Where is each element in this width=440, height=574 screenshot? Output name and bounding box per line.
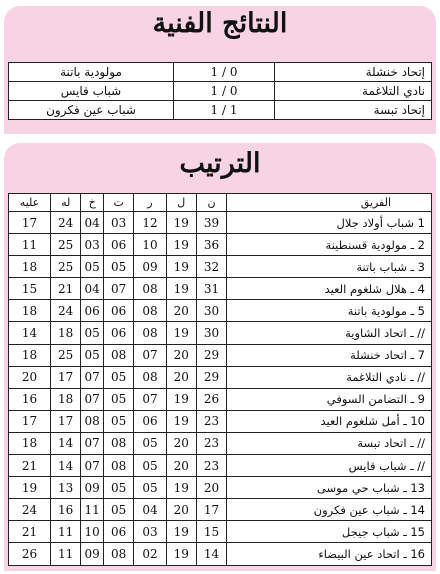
row-wins: 08 — [134, 322, 166, 344]
result-score: 1 / 0 — [174, 63, 275, 82]
row-draws: 05 — [104, 388, 134, 410]
row-played: 19 — [166, 477, 196, 499]
row-draws: 06 — [104, 322, 134, 344]
row-points: 26 — [196, 388, 226, 410]
row-wins: 10 — [134, 234, 166, 256]
row-goals-against: 11 — [9, 234, 51, 256]
row-goals-for: 17 — [51, 366, 81, 388]
table-row — [9, 234, 432, 256]
row-wins: 06 — [134, 410, 166, 432]
row-team-name: 2 ـ مولودية قسنطينة — [227, 234, 432, 256]
row-goals-for: 25 — [51, 256, 81, 278]
header-points: ن — [196, 194, 226, 212]
row-draws: 03 — [104, 212, 134, 234]
row-points: 20 — [196, 477, 226, 499]
row-goals-against: 20 — [9, 366, 51, 388]
row-points: 30 — [196, 322, 226, 344]
result-away-team: مولودية باتنة — [9, 63, 174, 82]
row-losses: 05 — [81, 256, 104, 278]
results-table — [8, 62, 432, 120]
header-losses: خ — [81, 194, 104, 212]
row-goals-for: 25 — [51, 234, 81, 256]
row-goals-for: 25 — [51, 344, 81, 366]
row-points: 32 — [196, 256, 226, 278]
row-played: 19 — [166, 410, 196, 432]
row-goals-against: 24 — [9, 499, 51, 521]
row-wins: 07 — [134, 344, 166, 366]
row-goals-against: 15 — [9, 278, 51, 300]
table-row — [9, 543, 432, 565]
row-draws: 05 — [104, 366, 134, 388]
header-goals-against: عليه — [9, 194, 51, 212]
row-team-name: 7 ـ اتحاد خنشلة — [227, 344, 432, 366]
row-goals-for: 11 — [51, 521, 81, 543]
row-goals-against: 18 — [9, 344, 51, 366]
row-wins: 02 — [134, 543, 166, 565]
row-goals-against: 18 — [9, 300, 51, 322]
row-played: 19 — [166, 212, 196, 234]
row-points: 23 — [196, 432, 226, 454]
row-team-name: // ـ اتحاد تبسة — [227, 432, 432, 454]
row-goals-against: 17 — [9, 212, 51, 234]
row-goals-for: 24 — [51, 212, 81, 234]
row-played: 19 — [166, 543, 196, 565]
row-goals-for: 16 — [51, 499, 81, 521]
header-wins: ر — [134, 194, 166, 212]
table-row — [9, 477, 432, 499]
standings-table — [8, 193, 432, 566]
row-team-name: 13 ـ شباب حي موسى — [227, 477, 432, 499]
table-row — [9, 432, 432, 454]
row-points: 29 — [196, 344, 226, 366]
table-row — [9, 212, 432, 234]
row-losses: 11 — [81, 499, 104, 521]
row-wins: 09 — [134, 256, 166, 278]
row-losses: 10 — [81, 521, 104, 543]
row-draws: 08 — [104, 432, 134, 454]
row-points: 36 — [196, 234, 226, 256]
row-points: 15 — [196, 521, 226, 543]
row-goals-for: 13 — [51, 477, 81, 499]
row-team-name: // ـ شباب قايس — [227, 455, 432, 477]
row-team-name: 14 ـ شباب عين فكرون — [227, 499, 432, 521]
row-wins: 03 — [134, 521, 166, 543]
table-row — [9, 521, 432, 543]
row-team-name: 3 ـ شباب باتنة — [227, 256, 432, 278]
header-played: ل — [166, 194, 196, 212]
header-team: الفريق — [227, 194, 432, 212]
row-goals-against: 26 — [9, 543, 51, 565]
row-goals-against: 19 — [9, 477, 51, 499]
row-draws: 06 — [104, 234, 134, 256]
row-played: 19 — [166, 256, 196, 278]
row-goals-against: 14 — [9, 322, 51, 344]
row-wins: 04 — [134, 499, 166, 521]
row-losses: 07 — [81, 388, 104, 410]
row-played: 20 — [166, 432, 196, 454]
row-goals-for: 21 — [51, 278, 81, 300]
table-row — [9, 388, 432, 410]
row-goals-against: 21 — [9, 455, 51, 477]
row-goals-for: 24 — [51, 300, 81, 322]
row-team-name: // ـ نادي التلاغمة — [227, 366, 432, 388]
result-away-team: شباب عين فكرون — [9, 101, 174, 120]
table-row — [9, 455, 432, 477]
row-draws: 08 — [104, 543, 134, 565]
row-wins: 08 — [134, 300, 166, 322]
result-home-team: نادي التلاغمة — [275, 82, 432, 101]
row-team-name: // ـ اتحاد الشاوية — [227, 322, 432, 344]
result-score: 1 / 1 — [174, 101, 275, 120]
row-losses: 09 — [81, 543, 104, 565]
row-wins: 05 — [134, 477, 166, 499]
row-team-name: 5 ـ مولودية باتنة — [227, 300, 432, 322]
row-losses: 09 — [81, 477, 104, 499]
row-draws: 06 — [104, 300, 134, 322]
row-points: 17 — [196, 499, 226, 521]
row-team-name: 16 ـ اتحاد عين البيضاء — [227, 543, 432, 565]
results-title: النتائج الفنية — [152, 8, 288, 39]
row-played: 20 — [166, 344, 196, 366]
table-row — [9, 499, 432, 521]
row-draws: 06 — [104, 521, 134, 543]
row-goals-for: 11 — [51, 543, 81, 565]
row-wins: 08 — [134, 278, 166, 300]
row-losses: 07 — [81, 366, 104, 388]
row-goals-against: 18 — [9, 432, 51, 454]
row-goals-for: 17 — [51, 410, 81, 432]
result-score: 1 / 0 — [174, 82, 275, 101]
row-points: 31 — [196, 278, 226, 300]
standings-title: الترتيب — [179, 148, 261, 179]
row-losses: 04 — [81, 278, 104, 300]
row-goals-against: 17 — [9, 410, 51, 432]
result-home-team: إتحاد تبسة — [275, 101, 432, 120]
row-team-name: 10 ـ أمل شلغوم العيد — [227, 410, 432, 432]
header-draws: ت — [104, 194, 134, 212]
row-team-name: 15 ـ شباب جيجل — [227, 521, 432, 543]
row-wins: 05 — [134, 432, 166, 454]
row-goals-against: 21 — [9, 521, 51, 543]
row-draws: 07 — [104, 278, 134, 300]
table-row — [9, 366, 432, 388]
row-played: 19 — [166, 278, 196, 300]
row-points: 23 — [196, 455, 226, 477]
row-points: 23 — [196, 410, 226, 432]
row-wins: 08 — [134, 366, 166, 388]
row-draws: 05 — [104, 256, 134, 278]
row-losses: 05 — [81, 344, 104, 366]
row-goals-for: 18 — [51, 388, 81, 410]
row-wins: 07 — [134, 388, 166, 410]
table-row — [9, 322, 432, 344]
row-played: 20 — [166, 455, 196, 477]
row-points: 39 — [196, 212, 226, 234]
row-wins: 12 — [134, 212, 166, 234]
table-row — [9, 410, 432, 432]
row-team-name: 9 ـ التضامن السوفي — [227, 388, 432, 410]
result-away-team: شباب قايس — [9, 82, 174, 101]
row-team-name: 4 ـ هلال شلغوم العيد — [227, 278, 432, 300]
row-goals-against: 18 — [9, 256, 51, 278]
result-row — [9, 101, 432, 120]
row-goals-against: 16 — [9, 388, 51, 410]
row-draws: 05 — [104, 499, 134, 521]
table-row — [9, 300, 432, 322]
row-goals-for: 14 — [51, 432, 81, 454]
row-played: 20 — [166, 366, 196, 388]
row-played: 20 — [166, 499, 196, 521]
result-home-team: إتحاد خنشلة — [275, 63, 432, 82]
row-draws: 08 — [104, 344, 134, 366]
row-team-name: 1 شباب أولاد جلال — [227, 212, 432, 234]
row-wins: 05 — [134, 455, 166, 477]
row-points: 14 — [196, 543, 226, 565]
row-draws: 08 — [104, 455, 134, 477]
row-points: 29 — [196, 366, 226, 388]
table-row — [9, 256, 432, 278]
row-losses: 07 — [81, 432, 104, 454]
row-losses: 05 — [81, 322, 104, 344]
row-played: 19 — [166, 521, 196, 543]
row-played: 19 — [166, 322, 196, 344]
row-losses: 08 — [81, 410, 104, 432]
standings-header-row — [9, 194, 432, 212]
row-losses: 04 — [81, 212, 104, 234]
table-row — [9, 278, 432, 300]
row-played: 20 — [166, 300, 196, 322]
header-goals-for: له — [51, 194, 81, 212]
row-points: 30 — [196, 300, 226, 322]
row-draws: 05 — [104, 477, 134, 499]
row-draws: 05 — [104, 410, 134, 432]
row-losses: 03 — [81, 234, 104, 256]
row-played: 19 — [166, 388, 196, 410]
result-row — [9, 63, 432, 82]
row-goals-for: 18 — [51, 322, 81, 344]
row-losses: 06 — [81, 300, 104, 322]
row-played: 19 — [166, 234, 196, 256]
row-losses: 07 — [81, 455, 104, 477]
table-row — [9, 344, 432, 366]
result-row — [9, 82, 432, 101]
row-goals-for: 14 — [51, 455, 81, 477]
